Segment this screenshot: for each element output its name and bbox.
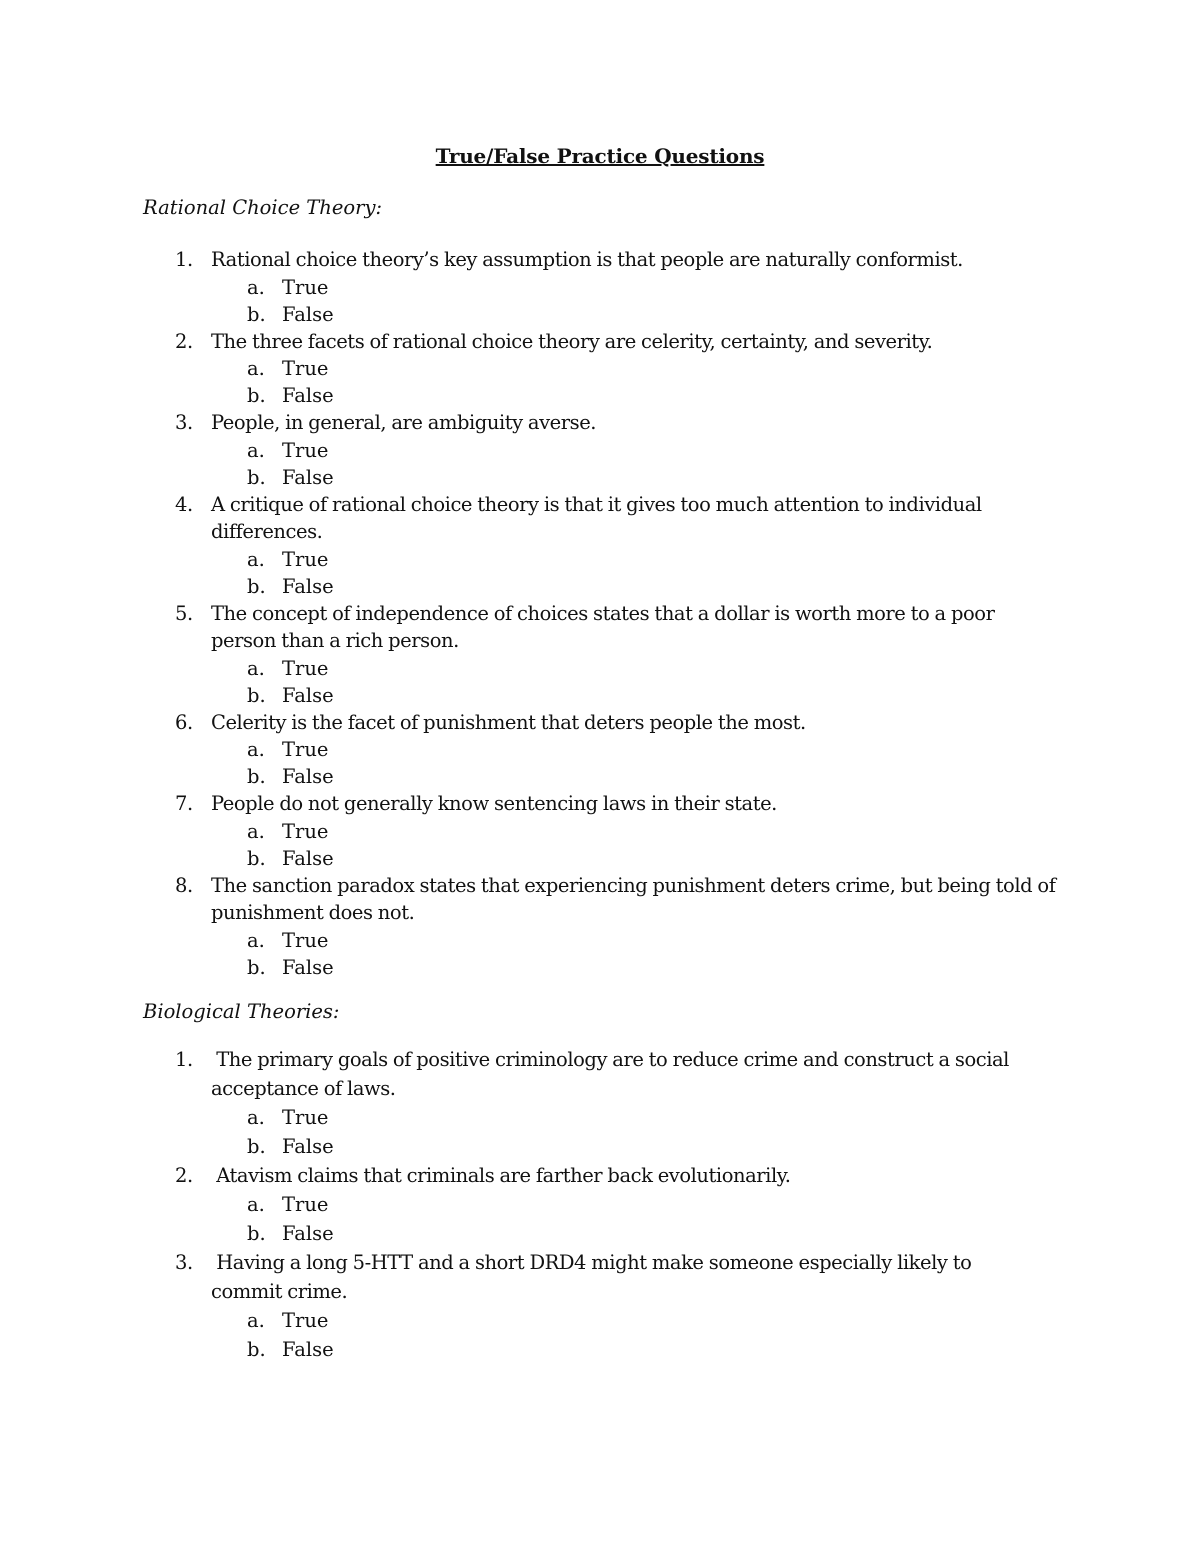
option-false: False (282, 574, 334, 598)
question-text-continued: punishment does not. (211, 901, 415, 924)
question-number: 2. (175, 329, 193, 353)
option-label: b. (247, 384, 266, 407)
question-text: The primary goals of positive criminology are to reduce crime and construct a social (211, 1048, 1009, 1071)
option-true: True (282, 1309, 329, 1332)
option-label: a. (247, 438, 265, 462)
section-heading-rational-choice: Rational Choice Theory: (143, 196, 383, 219)
question-number: 7. (175, 792, 193, 815)
question-text: The sanction paradox states that experiencing punishment deters crime, but being told of (211, 873, 1056, 897)
question-text: People, in general, are ambiguity averse. (211, 411, 597, 434)
option-label: b. (247, 574, 266, 598)
option-false: False (282, 384, 334, 407)
option-false: False (282, 955, 334, 979)
option-label: b. (247, 1222, 266, 1245)
section-heading-biological: Biological Theories: (143, 1000, 340, 1023)
question-number: 2. (175, 1164, 193, 1187)
question-number: 1. (175, 1048, 193, 1071)
option-true: True (282, 1193, 329, 1216)
question-number: 8. (175, 873, 193, 897)
option-true: True (282, 656, 329, 680)
question-number: 3. (175, 1251, 193, 1274)
question-text-continued: differences. (211, 520, 323, 543)
question-item (0, 872, 1200, 981)
option-label: a. (247, 656, 265, 680)
option-label: b. (247, 465, 266, 489)
question-text: The concept of independence of choices states that a dollar is worth more to a poor (211, 601, 995, 625)
option-label: a. (247, 1106, 265, 1129)
option-label: b. (247, 1135, 266, 1158)
question-text: Rational choice theory’s key assumption is that people are naturally conformist. (211, 248, 963, 271)
option-true: True (282, 275, 329, 299)
option-label: b. (247, 955, 266, 979)
option-false: False (282, 1135, 334, 1158)
question-text-continued: commit crime. (211, 1280, 348, 1303)
option-label: a. (247, 1309, 265, 1332)
option-label: a. (247, 547, 265, 571)
question-number: 6. (175, 710, 193, 734)
option-label: b. (247, 1338, 266, 1361)
option-label: b. (247, 302, 266, 326)
question-item (0, 709, 1200, 791)
question-item (0, 1045, 1200, 1161)
question-number: 1. (175, 248, 193, 271)
option-true: True (282, 738, 329, 761)
option-false: False (282, 465, 334, 489)
question-number: 4. (175, 492, 193, 516)
option-true: True (282, 357, 329, 380)
question-list-biological (0, 1045, 1200, 1364)
question-item (0, 328, 1200, 410)
option-false: False (282, 846, 334, 870)
option-true: True (282, 928, 329, 952)
page-title: True/False Practice Questions (435, 144, 765, 168)
option-label: a. (247, 357, 265, 380)
question-number: 5. (175, 601, 193, 625)
option-false: False (282, 1222, 334, 1245)
question-text: People do not generally know sentencing laws in their state. (211, 792, 777, 815)
question-number: 3. (175, 411, 193, 434)
question-text-continued: acceptance of laws. (211, 1077, 396, 1100)
option-true: True (282, 819, 329, 843)
question-item (0, 790, 1200, 872)
option-label: a. (247, 275, 265, 299)
question-item (0, 600, 1200, 709)
question-item (0, 246, 1200, 328)
option-label: a. (247, 928, 265, 952)
question-text: The three facets of rational choice theory are celerity, certainty, and severity. (211, 329, 933, 353)
question-item (0, 409, 1200, 491)
option-label: a. (247, 1193, 265, 1216)
option-label: a. (247, 819, 265, 843)
question-text: Having a long 5-HTT and a short DRD4 might make someone especially likely to (211, 1251, 972, 1274)
option-false: False (282, 302, 334, 326)
option-true: True (282, 438, 329, 462)
option-label: b. (247, 846, 266, 870)
question-text-continued: person than a rich person. (211, 629, 459, 652)
option-false: False (282, 683, 334, 707)
option-true: True (282, 1106, 329, 1129)
option-false: False (282, 1338, 334, 1361)
question-text: Celerity is the facet of punishment that deters people the most. (211, 710, 806, 734)
option-label: b. (247, 765, 266, 788)
option-label: a. (247, 738, 265, 761)
question-item (0, 1248, 1200, 1364)
question-text: A critique of rational choice theory is that it gives too much attention to individual (211, 492, 982, 516)
option-true: True (282, 547, 329, 571)
option-false: False (282, 765, 334, 788)
question-list-rational-choice (0, 246, 1200, 981)
option-label: b. (247, 683, 266, 707)
question-item (0, 1161, 1200, 1248)
question-text: Atavism claims that criminals are farther back evolutionarily. (211, 1164, 791, 1187)
question-item (0, 491, 1200, 600)
